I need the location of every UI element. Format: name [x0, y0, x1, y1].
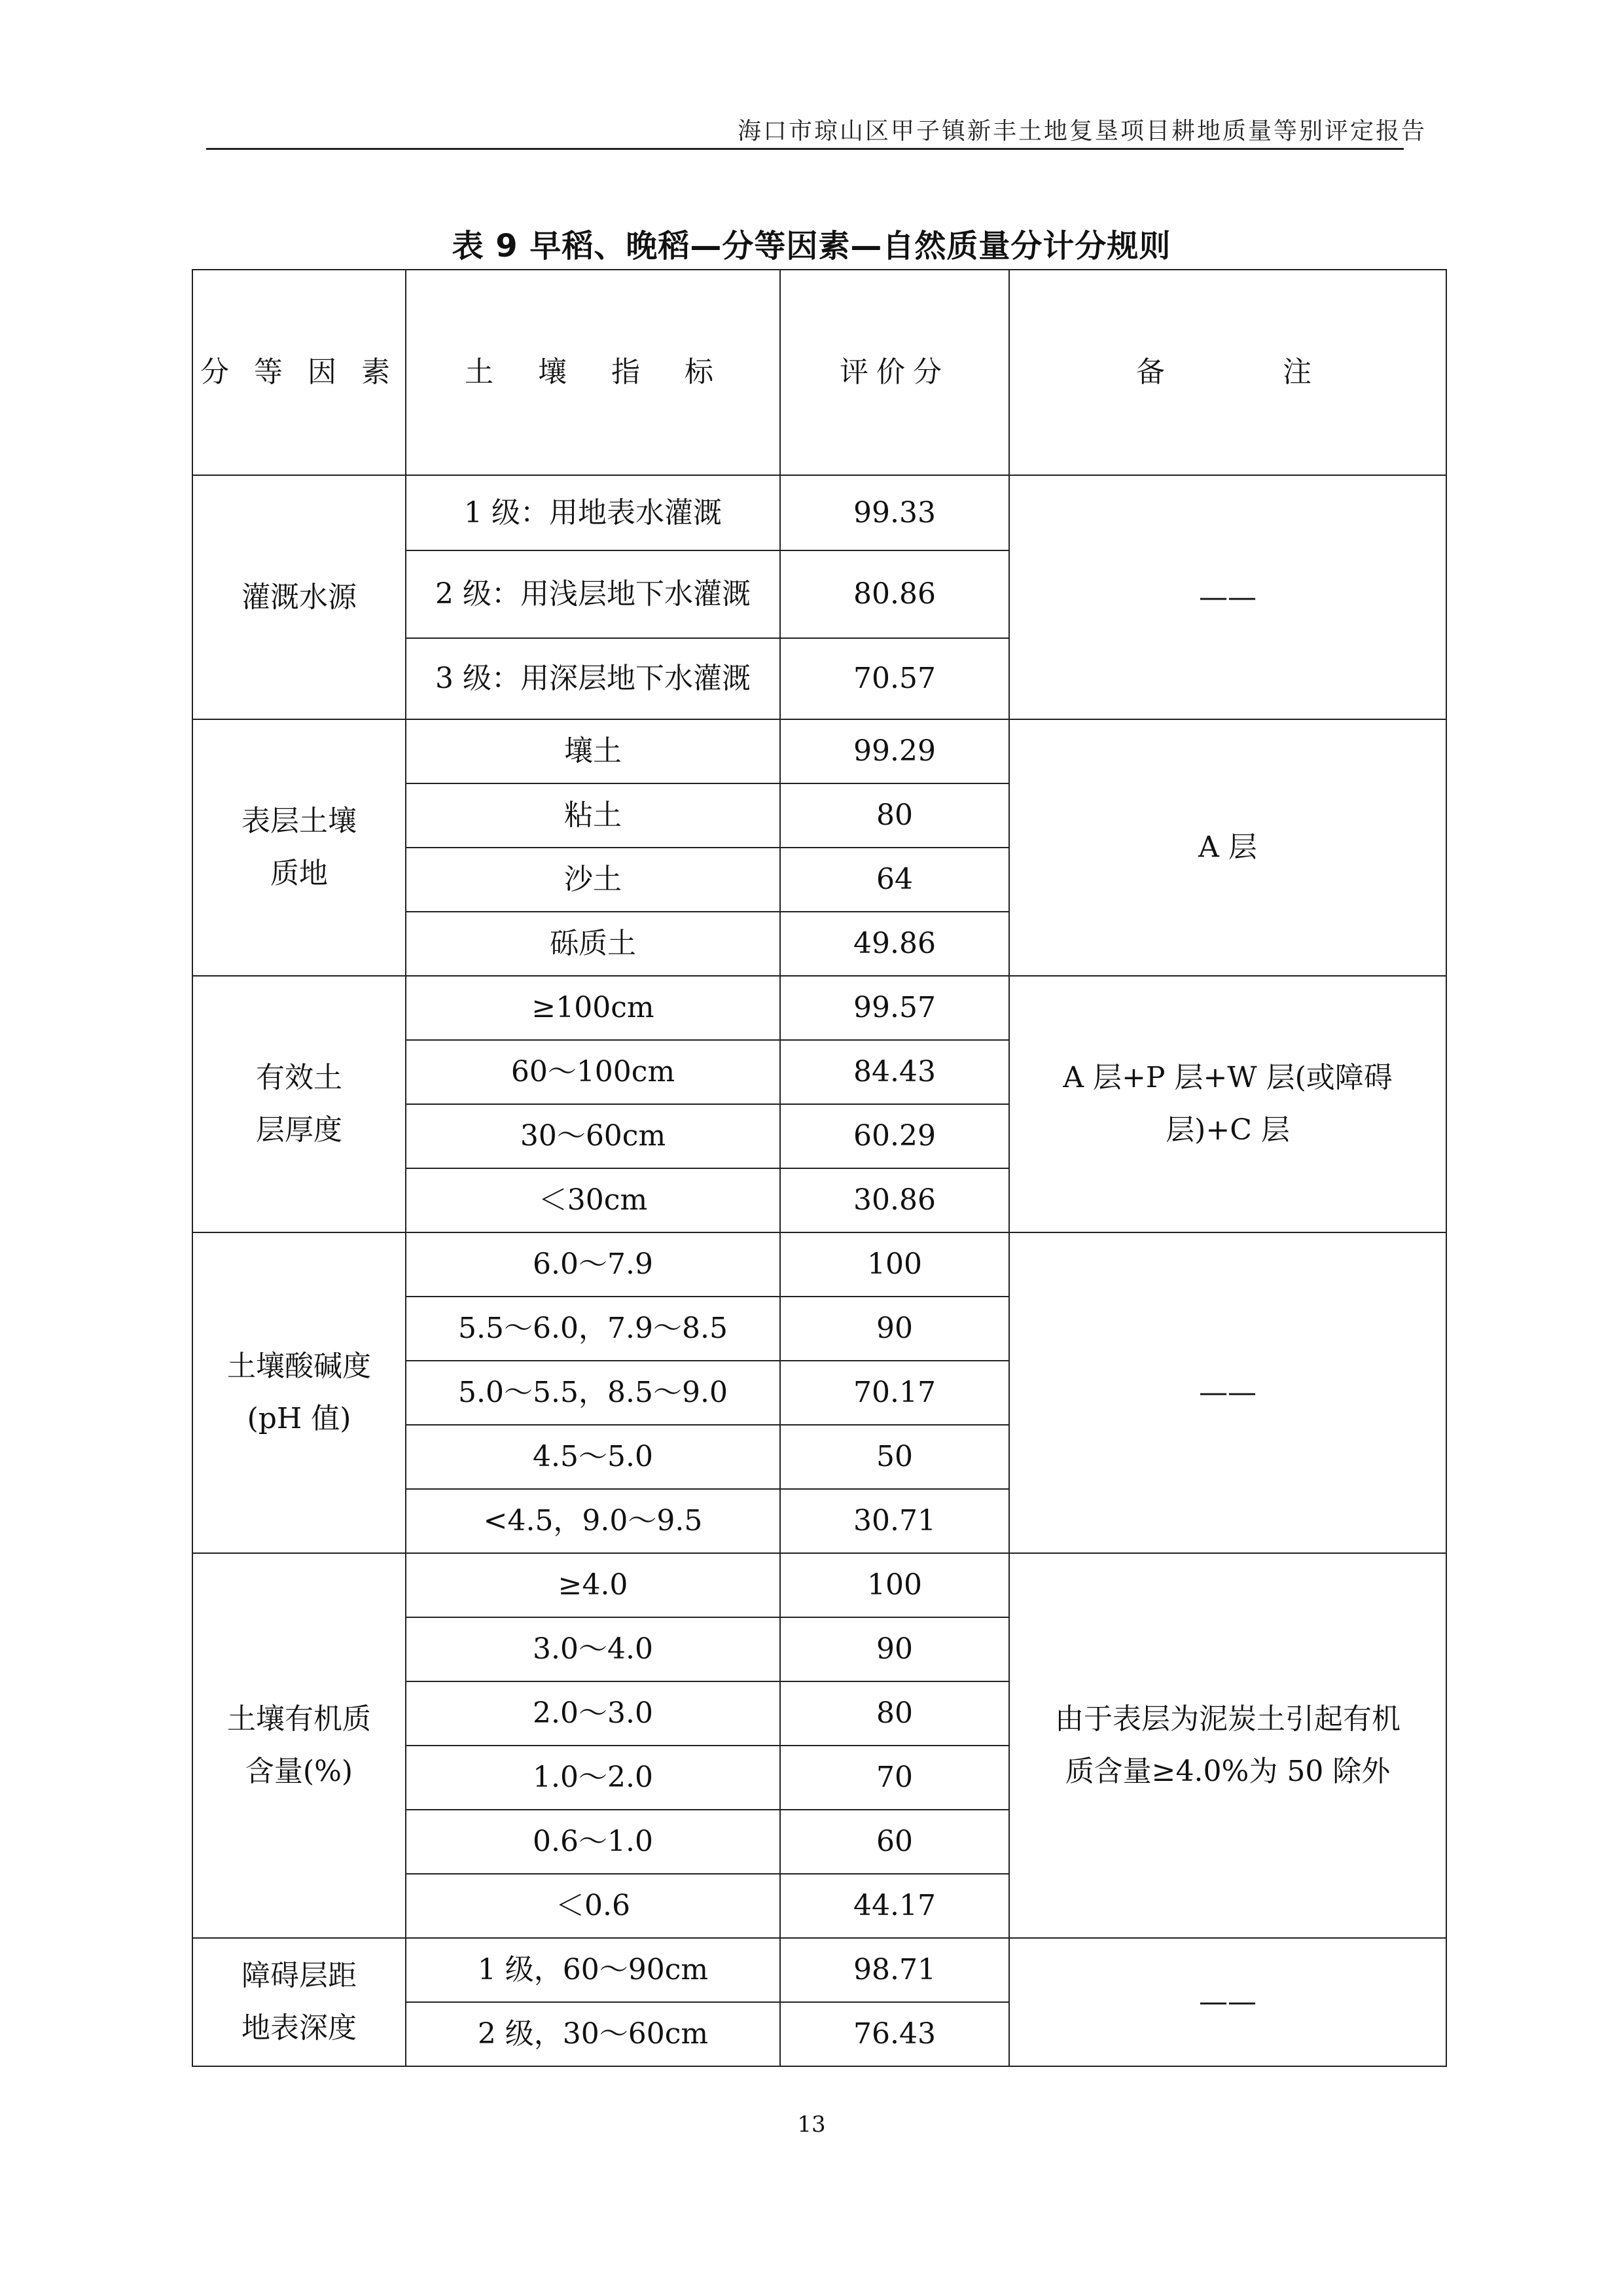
score-cell: 98.71: [780, 1938, 1009, 2002]
indicator-cell: 1 级：用地表水灌溉: [406, 475, 780, 550]
score-cell: 80: [780, 783, 1009, 848]
indicator-cell: 60～100cm: [406, 1040, 780, 1104]
indicator-cell: 3 级：用深层地下水灌溉: [406, 638, 780, 719]
note-cell: A 层: [1009, 719, 1446, 976]
indicator-cell: 2 级，30～60cm: [406, 2002, 780, 2066]
table-row: [192, 1232, 1446, 1297]
indicator-cell: 2.0～3.0: [406, 1681, 780, 1746]
indicator-cell: ≥100cm: [406, 976, 780, 1040]
table-caption: 表 9 早稻、晚稻—分等因素—自然质量分计分规则: [452, 228, 1171, 264]
factor-cell: 土壤酸碱度 (pH 值): [192, 1232, 406, 1553]
score-cell: 30.86: [780, 1168, 1009, 1232]
indicator-cell: 1.0～2.0: [406, 1746, 780, 1810]
table-row: [192, 475, 1446, 550]
table-header-row: [192, 270, 1446, 475]
score-cell: 84.43: [780, 1040, 1009, 1104]
score-cell: 50: [780, 1425, 1009, 1489]
column-header-factor: 分 等 因 素: [192, 270, 406, 475]
column-header-note: 备 注: [1009, 270, 1446, 475]
table-row: [192, 1553, 1446, 1617]
indicator-cell: 6.0～7.9: [406, 1232, 780, 1297]
indicator-cell: 壤土: [406, 719, 780, 783]
indicator-cell: 2 级：用浅层地下水灌溉: [406, 550, 780, 638]
indicator-cell: <4.5，9.0～9.5: [406, 1489, 780, 1553]
factor-cell: 有效土 层厚度: [192, 976, 406, 1232]
score-cell: 99.29: [780, 719, 1009, 783]
table-row: [192, 719, 1446, 783]
score-cell: 76.43: [780, 2002, 1009, 2066]
score-cell: 60.29: [780, 1104, 1009, 1168]
score-cell: 60: [780, 1810, 1009, 1874]
indicator-cell: 沙土: [406, 848, 780, 912]
scoring-rules-table: [192, 269, 1447, 2067]
indicator-cell: ＜0.6: [406, 1874, 780, 1938]
column-header-indicator: 土 壤 指 标: [406, 270, 780, 475]
indicator-cell: 3.0～4.0: [406, 1617, 780, 1681]
score-cell: 99.33: [780, 475, 1009, 550]
note-cell: 由于表层为泥炭土引起有机 质含量≥4.0%为 50 除外: [1009, 1553, 1446, 1938]
note-cell: ——: [1009, 1938, 1446, 2066]
score-cell: 49.86: [780, 912, 1009, 976]
note-cell: A 层+P 层+W 层(或障碍 层)+C 层: [1009, 976, 1446, 1232]
score-cell: 44.17: [780, 1874, 1009, 1938]
column-header-score: 评价分: [780, 270, 1009, 475]
indicator-cell: 砾质土: [406, 912, 780, 976]
score-cell: 99.57: [780, 976, 1009, 1040]
indicator-cell: 1 级，60～90cm: [406, 1938, 780, 2002]
score-cell: 70.57: [780, 638, 1009, 719]
indicator-cell: 30～60cm: [406, 1104, 780, 1168]
factor-cell: 表层土壤 质地: [192, 719, 406, 976]
indicator-cell: 粘土: [406, 783, 780, 848]
note-cell: ——: [1009, 475, 1446, 719]
indicator-cell: ＜30cm: [406, 1168, 780, 1232]
score-cell: 70: [780, 1746, 1009, 1810]
indicator-cell: 5.0～5.5，8.5～9.0: [406, 1361, 780, 1425]
note-cell: ——: [1009, 1232, 1446, 1553]
indicator-cell: 5.5～6.0，7.9～8.5: [406, 1297, 780, 1361]
running-header: 海口市琼山区甲子镇新丰土地复垦项目耕地质量等别评定报告: [737, 118, 1427, 145]
header-rule: [206, 148, 1404, 150]
factor-cell: 灌溉水源: [192, 475, 406, 719]
score-cell: 90: [780, 1617, 1009, 1681]
score-cell: 80.86: [780, 550, 1009, 638]
factor-cell: 土壤有机质 含量(%): [192, 1553, 406, 1938]
table-row: [192, 1938, 1446, 2002]
score-cell: 64: [780, 848, 1009, 912]
score-cell: 100: [780, 1232, 1009, 1297]
score-cell: 100: [780, 1553, 1009, 1617]
page-number: 13: [797, 2111, 826, 2138]
score-cell: 30.71: [780, 1489, 1009, 1553]
table-row: [192, 976, 1446, 1040]
score-cell: 80: [780, 1681, 1009, 1746]
score-cell: 90: [780, 1297, 1009, 1361]
indicator-cell: ≥4.0: [406, 1553, 780, 1617]
factor-cell: 障碍层距 地表深度: [192, 1938, 406, 2066]
indicator-cell: 0.6～1.0: [406, 1810, 780, 1874]
indicator-cell: 4.5～5.0: [406, 1425, 780, 1489]
score-cell: 70.17: [780, 1361, 1009, 1425]
